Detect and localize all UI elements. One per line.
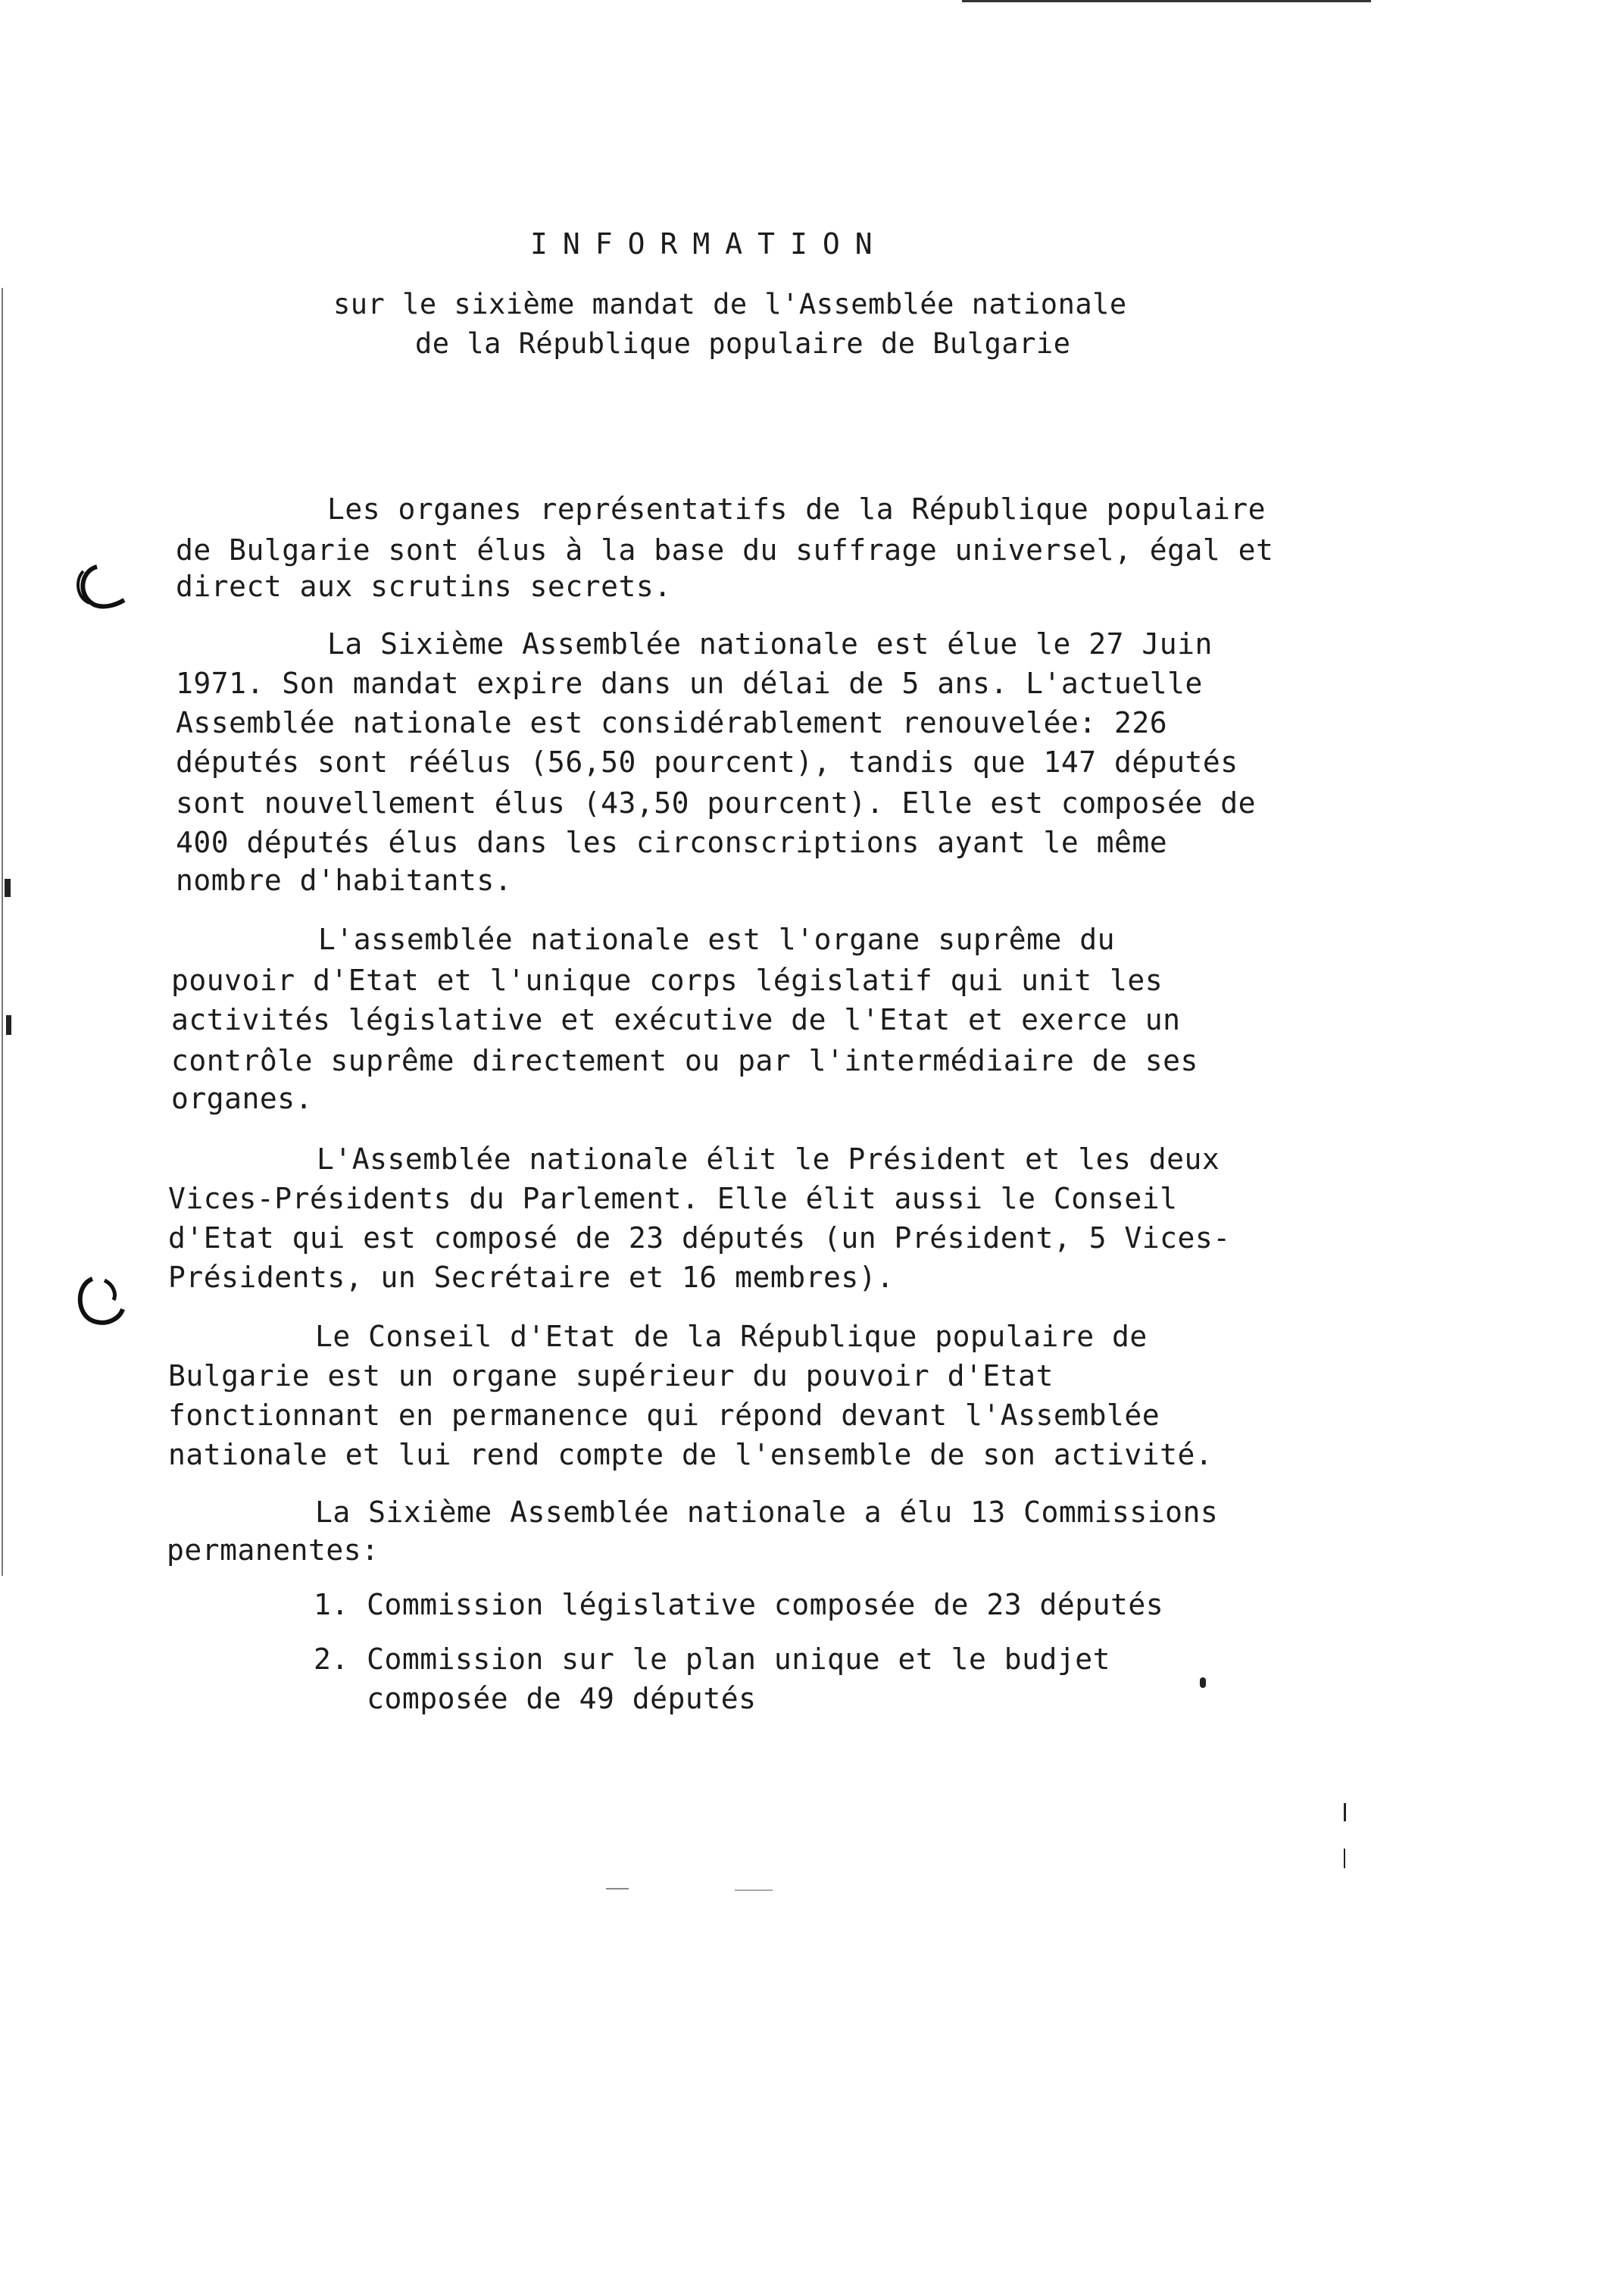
paragraph-5-line-2: Bulgarie est un organe supérieur du pouvoir d'Etat: [168, 1359, 1054, 1392]
paragraph-2-line-1: La Sixième Assemblée nationale est élue le 27 Juin: [327, 627, 1213, 661]
scan-mark-right-2: [1344, 1803, 1346, 1821]
paragraph-3-line-3: activités législative et exécutive de l'Etat et exerce un: [171, 1003, 1181, 1036]
scan-mark-left-2: [6, 1015, 11, 1035]
paragraph-4-line-3: d'Etat qui est composé de 23 députés (un Président, 5 Vices-: [168, 1221, 1231, 1255]
paragraph-2-line-2: 1971. Son mandat expire dans un délai de 5 ans. L'actuelle: [176, 667, 1203, 700]
document-title: INFORMATION: [530, 227, 888, 261]
paragraph-2-line-6: 400 députés élus dans les circonscriptions ayant le même: [176, 826, 1168, 859]
scan-mark-left-1: [5, 879, 11, 897]
paragraph-1-line-2: de Bulgarie sont élus à la base du suffrage universel, égal et: [176, 533, 1274, 567]
paragraph-5-line-3: fonctionnant en permanence qui répond devant l'Assemblée: [168, 1399, 1160, 1432]
paragraph-1-line-3: direct aux scrutins secrets.: [176, 570, 672, 603]
scan-dash-2: [735, 1889, 773, 1891]
paragraph-2-line-3: Assemblée nationale est considérablement renouvelée: 226: [176, 706, 1168, 739]
scan-mark-right: [1200, 1677, 1206, 1688]
paragraph-3-line-2: pouvoir d'Etat et l'unique corps législatif qui unit les: [171, 964, 1163, 997]
paragraph-4-line-2: Vices-Présidents du Parlement. Elle élit aussi le Conseil: [168, 1182, 1178, 1215]
paragraph-3-line-1: L'assemblée nationale est l'organe suprême du: [318, 923, 1116, 956]
paragraph-5-line-4: nationale et lui rend compte de l'ensemble de son activité.: [168, 1438, 1213, 1471]
subtitle-line-1: sur le sixième mandat de l'Assemblée nationale: [333, 288, 1127, 320]
paragraph-2-line-7: nombre d'habitants.: [176, 864, 513, 897]
commission-list-item-2-line-2: composée de 49 députés: [314, 1682, 757, 1715]
paragraph-5-line-1: Le Conseil d'Etat de la République populaire de: [315, 1320, 1148, 1353]
paragraph-1-line-1: Les organes représentatifs de la République populaire: [327, 492, 1266, 526]
scan-dash-1: [606, 1888, 629, 1889]
scan-mark-right-3: [1344, 1849, 1345, 1868]
paragraph-2-line-4: députés sont réélus (56,50 pourcent), tandis que 147 députés: [176, 745, 1238, 779]
scan-edge-line-top: [962, 0, 1371, 2]
punch-hole-mark-2: [67, 1273, 127, 1333]
paragraph-6-line-2: permanentes:: [167, 1533, 379, 1567]
subtitle-line-2: de la République populaire de Bulgarie: [415, 327, 1071, 360]
paragraph-3-line-5: organes.: [171, 1082, 314, 1115]
paragraph-4-line-4: Présidents, un Secrétaire et 16 membres).: [168, 1261, 895, 1294]
punch-hole-mark-1: [67, 561, 127, 614]
commission-list-item-1: 1. Commission législative composée de 23 députés: [314, 1588, 1164, 1621]
paragraph-6-line-1: La Sixième Assemblée nationale a élu 13 Commissions: [315, 1496, 1219, 1529]
paragraph-4-line-1: L'Assemblée nationale élit le Président et les deux: [317, 1142, 1220, 1176]
scan-margin-line-left: [2, 288, 3, 1576]
paragraph-2-line-5: sont nouvellement élus (43,50 pourcent). Elle est composée de: [176, 786, 1257, 820]
commission-list-item-2-line-1: 2. Commission sur le plan unique et le budjet: [314, 1642, 1111, 1676]
paragraph-3-line-4: contrôle suprême directement ou par l'intermédiaire de ses: [171, 1044, 1198, 1077]
